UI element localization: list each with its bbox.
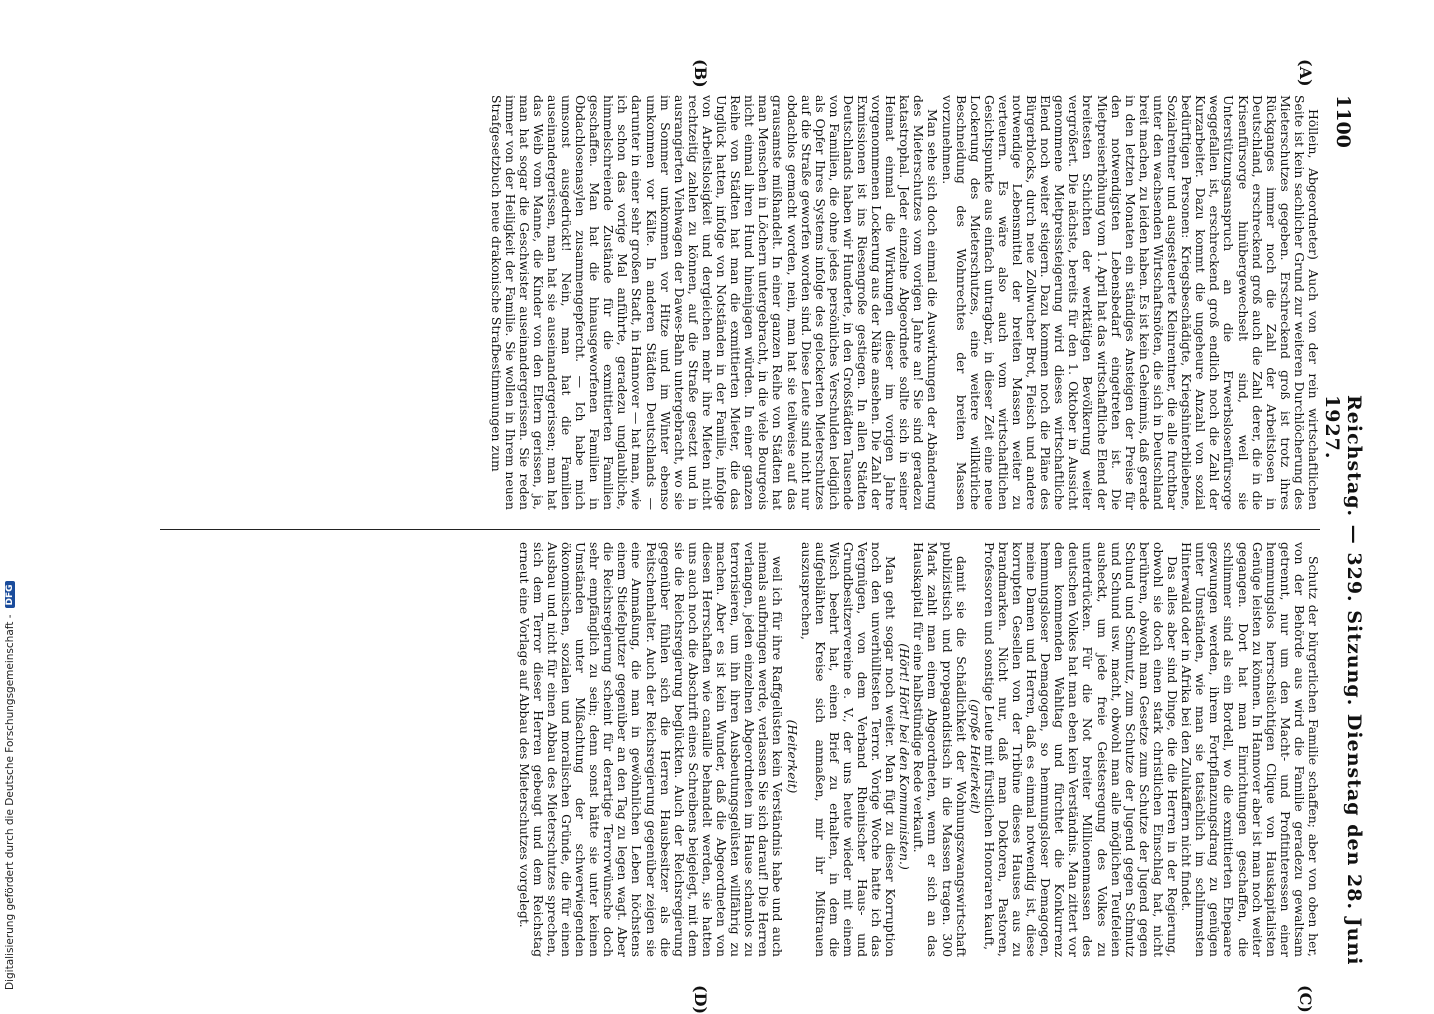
paragraph: Man geht sogar noch weiter. Man fügt zu dieser Korruption noch den unverhülltesten Terror. Vorige Woche hatte ich das Vergnügen, von dem Verband Rheinischer Haus- und Grundbesitzervereine e. V., der uns heute wieder mit einem Wisch beehrt hat, einen Brief zu erhalten, in dem die aufgeblähten Kreise sich anmaßen, mir ihr Mißtrauen auszusprechen, xyxy=(798,542,899,957)
interjection: (große Heiterkeit) xyxy=(967,699,983,814)
paragraph: weil ich für ihre Raffgelüsten kein Verständnis habe und auch niemals aufbringen werde, verlassen Sie sich darauf! Die Herren verlangen, jeden einzelnen Abgeordneten im Hause schamlos zu terrorisieren, um ihn ihren Ausbeutungsgelüsten willfährig zu machen. Aber es ist kein Wunder, daß die Abgeordneten von diesen Herrschaften wie canaille behandelt werden, sie hatten uns auch noch die Abschrift eines Schreibens beigelegt, mit dem sie die Reichsregierung beglückten. Auch der Reichsregierung gegenüber fühlen sich die Herren Hausbesitzer als die Peitschenhalter. Auch der Reichsregierung gegenüber zeigen sie eine Anmaßung, die man in gewöhnlichen Leben höchstens einem Stiefelputzer gegenüber an den Tag zu legen wagt. Aber die Reichsregierung scheint für derartige Terrorwünsche doch sehr empfänglich zu sein; denn sonst hätte sie unter keinen Umständen unter Mißachtung der schwerwiegenden ökonomischen, sozialen und moralischen Gründe, die für einen Ausbau und nicht für einen Abbau des Mieterschutzes sprechen, sich dem Terror dieser Herren gebeugt und dem Reichstag erneut eine Vorlage auf Abbau des Mieterschutzes vorgelegt. xyxy=(516,542,786,957)
interjection: (Heiterkeit) xyxy=(784,719,800,794)
right-column xyxy=(517,542,1320,957)
page-number: 1100 xyxy=(1332,95,1354,148)
dfg-logo: DFG xyxy=(5,581,15,608)
paragraph: Das alles aber sind Dinge, die die Herren in der Regierung, obwohl sie doch einen stark christlichen Einschlag hat, nicht berühren, obwohl man Gesetze zum Schutze der Jugend gegen Schund und Schmutz, zum Schutze der Jugend gegen Schmutz und Schund usw. macht, obwohl man alle möglichen Teufeleien ausheckt, um jede freie Geistesregung des Volkes zu unterdrücken. Für die Not breiter Millionenmassen des deutschen Volkes hat man eben kein Verständnis. Man zittert vor dem kommenden Wahltag und fürchtet die Konkurrenz hemmungsloser Demagogen, so hemmungsloser Demagogen, meine Damen und Herren, daß es einmal notwendig ist, diese korrupten Gesellen von der Tribüne dieses Hauses aus zu brandmarken. Nicht nur, daß man Doktoren, Pastoren, Professoren und sonstige Leute mit fürstlichen Honoraren kauft, xyxy=(981,542,1181,957)
margin-mark-a: (A) xyxy=(1296,59,1315,87)
paragraph: Höllein, Abgeordneter) Auch von der rein wirtschaftlichen Seite ist kein sachlicher Grund zur weiteren Durchlöcherung des Mieterschutzes gegeben. Erschreckend groß ist trotz ihres Rückganges immer noch die Zahl der Arbeitslosen in Deutschland, erschreckend groß auch die Zahl derer, die in die Krisenfürsorge hinübergewechselt sind, weil sie Unterstützungsanspruch an die Erwerbslosenfürsorge weggefallen ist, erschreckend groß endlich noch die Zahl der Kurzarbeiter. Dazu kommt die ungeheure Anzahl von sozial bedürftigen Personen: Kriegsbeschädigte, Kriegshinterbliebene, Sozialrentner und ausgesteuerte Kleinrentner, die alle furchtbar unter den wachsenden Wirtschaftsnöten, die sich in Deutschland breit machen, zu leiden haben. Es ist kein Geheimnis, daß gerade in den letzten Monaten ein ständiges Ansteigen der Preise für den notwendigsten Lebensbedarf eingetreten ist. Die Mietpreiserhöhung vom 1. April hat das wirtschaftliche Elend der breitesten Schichten der werktätigen Bevölkerung weiter vergrößert. Die nächste, bereits für den 1. Oktober in Aussicht genommene Mietpreissteigerung wird dieses wirtschaftliche Elend noch weiter steigern. Dazu kommen noch die Pläne des Bürgerblocks, durch neue Zollwucher Brot, Fleisch und andere notwendige Lebensmittel der breiten Massen weiter zu verteuern. Es wäre also auch vom wirtschaftlichen Gesichtspunkte aus einfach untragbar, in dieser Zeit eine neue Lockerung des Mieterschutzes, eine weitere willkürliche Beschneidung des Wohnrechtes der breiten Massen vorzunehmen. xyxy=(939,95,1321,510)
digitization-credit xyxy=(4,200,18,990)
paragraph: Schutz der bürgerlichen Familie schaffen; aber von oben her, von der Behörde aus wird die Familie geradezu gewaltsam getrennt, nur um den Macht- und Profitinteressen einer hemmungslos herrschsüchtigen Clique von Hauskapitalisten Genüge leisten zu können. In Hannover aber ist man noch weiter gegangen. Dort hat man Einrichtungen geschaffen, die schlimmer sind als ein Bordell, wo die exmittierten Ehepaare gezwungen werden, ihrem Fortpflanzungsdrang zu genügen unter Umständen, wie man sie tatsächlich im schlimmsten Hinterwald oder in Afrika bei den Zulukaffern nicht findet. xyxy=(1179,542,1321,957)
credit-text: Digitalisierung gefördert durch die Deutsche Forschungsgemeinschaft - xyxy=(4,614,16,990)
margin-mark-c: (C) xyxy=(1296,985,1315,1013)
paragraph: Man sehe sich doch einmal die Auswirkungen der Abänderung des Mieterschutzes vom vorigen Jahre an! Sie sind geradezu katastrophal. Jeder einzelne Abgeordnete sollte sich in seiner Heimat einmal die Wirkungen dieser im vorigen Jahre vorgenommenen Lockerung aus der Nähe ansehen. Die Zahl der Exmissionen ist ins Riesengroße gestiegen. In allen Städten Deutschlands haben wir Hunderte, in den Großstädten Tausende von Familien, die ohne jedes persönliches Verschulden lediglich als Opfer Ihres Systems infolge des gelockerten Mieterschutzes auf die Straße geworfen worden sind. Diese Leute sind nicht nur obdachlos gemacht worden, nein, man hat sie teilweise auf das grausamste mißhandelt. In einer ganzen Reihe von Städten hat man Menschen in Löchern untergebracht, in die viele Bourgeois nicht einmal ihren Hund hineinjagen würden. In einer ganzen Reihe von Städten hat man die exmittierten Mieter, die das Unglück hatten, infolge von Notständen in der Familie, infolge von Arbeitslosigkeit und dergleichen mehr ihre Mieten nicht rechtzeitig zahlen zu können, auf die Straße gesetzt und in ausrangierten Viehwagen der Dawes-Bahn untergebracht, wo sie im Sommer umkommen vor Hitze und im Winter ebenso umkommen vor Kälte. In anderen Städten Deutschlands — darunter in einer sehr großen Stadt, in Hannover — hat man, wie ich schon das vorige Mal anführte, geradezu unglaubliche, himmelschreiende Zustände für die exmittierten Familien geschaffen. Man hat die hinausgeworfenen Familien in Obdachlosenasylen zusammengepfercht. — Ich habe mich umsonst ausgedrückt! Nein, man hat die Familien auseinandergerissen, man hat sie auseinandergerissen; man hat das Weib vom Manne, die Kinder von den Eltern gerissen, ja, man hat sogar die Geschwister auseinandergerissen. Sie reden immer von der Heiligkeit der Familie. Sie wollen in Ihrem neuen Strafgesetzbuch neue drakonische Strafbestimmungen zum xyxy=(488,95,941,510)
page-header xyxy=(1321,95,1365,975)
left-column xyxy=(488,95,1320,510)
column-divider xyxy=(160,529,1320,530)
margin-mark-b: (B) xyxy=(691,59,710,88)
rotated-scan xyxy=(110,59,1365,1014)
paragraph: damit sie die Schädlichkeit der Wohnungszwangswirtschaft publizistisch und propagandistisch in die Massen tragen. 300 Mark zahlt man einem Abgeordneten, wenn er sich an das Hauskapital für eine halbstündige Rede verkauft. xyxy=(911,542,969,957)
margin-mark-d: (D) xyxy=(691,985,710,1014)
page-title: Reichstag. — 329. Sitzung. Dienstag den 28. Juni 1927. xyxy=(1321,395,1365,966)
interjection: (Hört! Hört! bei den Kommunisten.) xyxy=(897,643,913,870)
